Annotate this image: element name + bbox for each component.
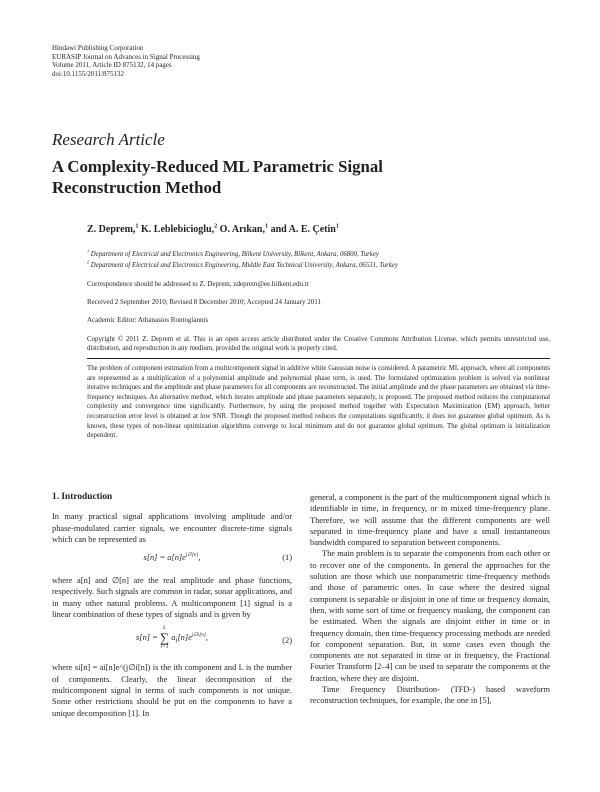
sum-upper-limit: L [162, 625, 167, 632]
article-title [52, 157, 472, 198]
equation-number: (2) [282, 636, 292, 646]
publication-dates: Received 2 September 2010; Revised 8 December 2010; Accepted 24 January 2011 [87, 298, 321, 306]
paragraph: where si[n] = ai[n]e^(j∅i[n]) is the ith component and L is the number of components. Clearly, the linear decomposition of the multicomponent signal in terms of such components is not unique. Some other restrictions should be put on the components to have a unique decomposition [1]. In [52, 663, 292, 718]
author-affil-mark: 2 [214, 222, 218, 230]
volume-info: Volume 2011, Article ID 875132, 14 pages [52, 61, 172, 70]
article-type: Research Article [52, 130, 165, 149]
equation-tail: , [198, 553, 201, 563]
affiliation-text: Department of Electrical and Electronics Engineering, Middle East Technical University, Ankara, 06531, Turkey [89, 262, 398, 269]
equation-1 [52, 550, 292, 570]
author-cetin: and A. E. Çetin [268, 224, 336, 235]
abstract: The problem of component estimation from a multicomponent signal in additive white Gaussian noise is considered. A parametric ML approach, where all components are represented as a multiplication of a polynomial amplitude and polynomial phase term, is used. The formulated optimization problem is solved via nonlinear iterative techniques and the amplitude and phase parameters for all components are reconstructed. The initial amplitude and the phase parameters are obtained via time-frequency techniques. An alternative method, which iterates amplitude and phase parameters separately, is proposed. The proposed method reduces the computational complexity and convergence time significantly. Furthermore, by using the proposed method together with Expectation Maximization (EM) approach, better reconstruction error level is obtained at low SNR. Though the proposed method reduces the computations significantly, it does not guarantee global optimum. As is known, these types of non-linear optimization algorithms converge to local minimum and do not guarantee global optimum. The global optimum is initialization dependent. [87, 365, 550, 440]
equation-lhs: s[n] = a[n]e [143, 553, 186, 563]
sigma-glyph: ∑ [159, 630, 170, 646]
affiliation-mark: 2 [87, 259, 90, 265]
equation-tail: , [205, 633, 208, 643]
equation-body [52, 625, 292, 651]
left-column [52, 492, 292, 719]
paragraph: general, a component is the part of the multicomponent signal which is identifiable in time, in frequency, or in mixed time-frequency plane. Therefore, we will assume that the different components are well separated in time-frequency plane and have a small instantaneous bandwidth compared to separation between components. [310, 493, 550, 548]
equation-lhs: s[n] = [136, 633, 160, 643]
equation-exponent: j∅i[n] [191, 632, 206, 639]
academic-editor: Academic Editor: Athanasios Rontogiannis [87, 316, 209, 324]
paragraph: Time Frequency Distribution- (TFD-) based waveform reconstruction techniques, for example, the one in [5], [310, 685, 550, 706]
affiliation-text: Department of Electrical and Electronics Engineering, Bilkent University, Bilkent, Ankara, 06800, Turkey [89, 251, 379, 258]
affiliation-1 [87, 248, 379, 258]
equation-2 [52, 625, 292, 657]
author-affil-mark: 1 [135, 222, 139, 230]
author-affil-mark: 1 [335, 222, 339, 230]
paragraph: The main problem is to separate the components from each other or to recover one of the components. In general the approaches for the solution are those which use nonparametric time-frequency methods and those of parametric ones. In case where the desired signal component is separable or disjoint in one of time or frequency domain, then, with some sort of time or frequency masking, the component can be estimated. When the signals are disjoint either in time or in frequency domain, then time-frequency processing methods are needed for component separation. But, in some cases even though the components are not separated in time or in frequency, the Fractional Fourier Transform [2–4] can be used to separate the components at the fraction, where they are disjoint. [310, 549, 550, 683]
affiliation-2 [87, 259, 398, 269]
sum-lower-limit: i=1 [160, 644, 169, 651]
equation-number: (1) [282, 553, 292, 563]
equation-body [52, 552, 292, 563]
right-column [310, 492, 550, 707]
divider-line [87, 358, 550, 359]
author-leblebicioglu: K. Leblebicioglu, [138, 224, 215, 235]
copyright-notice: Copyright © 2011 Z. Deprem et al. This is an open access article distributed under the Creative Commons Attribution License, which permits unrestricted use, distribution, and reproduction in any medium, provided the original work is properly cited. [87, 336, 550, 353]
summation-symbol [160, 625, 169, 651]
journal-name: EURASIP Journal on Advances in Signal Processing [52, 52, 200, 61]
affiliation-mark: 1 [87, 248, 90, 254]
paragraph: In many practical signal applications involving amplitude and/or phase-modulated carrier signals, we encounter discrete-time signals which can be represented as [52, 512, 292, 544]
equation-subscript: i [175, 636, 178, 645]
author-deprem: Z. Deprem, [87, 224, 136, 235]
correspondence: Correspondence should be addressed to Z. Deprem, zdeprem@ee.bilkent.edu.tr [87, 280, 310, 288]
title-line-2: Reconstruction Method [52, 177, 222, 197]
title-line-1: A Complexity-Reduced ML Parametric Signal [52, 157, 383, 176]
journal-header [52, 44, 200, 78]
equation-rhs: a [169, 633, 176, 643]
author-affil-mark: 1 [264, 222, 269, 230]
author-arikan: O. Arıkan, [217, 224, 265, 235]
paragraph: where a[n] and ∅[n] are the real amplitude and phase functions, respectively. Such signals are common in radar, sonar applications, and in many other natural problems. A multicomponent [1] signal is a linear combination of these types of signals and is given by [52, 576, 292, 620]
doi[interactable]: doi:10.1155/2011/875132 [52, 69, 125, 78]
author-list [87, 224, 339, 235]
section-heading: 1. Introduction [52, 492, 113, 502]
equation-exponent: j∅[n] [185, 552, 199, 559]
equation-rhs: [n]e [177, 633, 192, 643]
publisher-name: Hindawi Publishing Corporation [52, 44, 144, 52]
